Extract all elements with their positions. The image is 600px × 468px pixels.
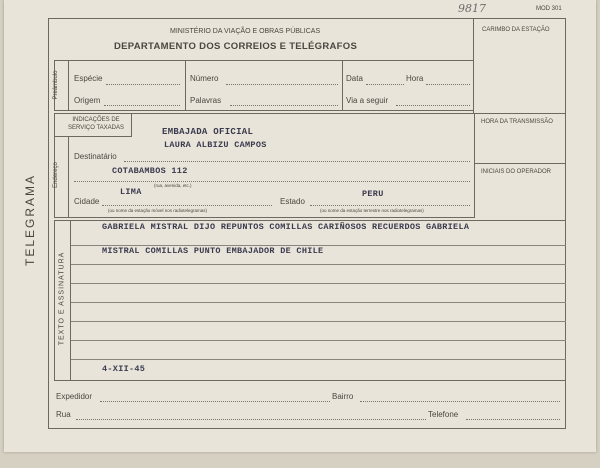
estado-value: PERU — [362, 189, 384, 199]
ministry-title: MINISTÉRIO DA VIAÇÃO E OBRAS PÚBLICAS — [170, 28, 321, 35]
street-hint: (rua, avenida, etc.) — [154, 183, 192, 188]
destinatario-value: LAURA ALBIZU CAMPOS — [164, 140, 267, 150]
street-value: COTABAMBOS 112 — [112, 166, 188, 176]
rua-label: Rua — [56, 410, 71, 419]
message-date: 4-XII-45 — [102, 364, 146, 374]
handwritten-number: 9817 — [458, 2, 486, 15]
hora-label: Hora — [406, 74, 424, 83]
data-label: Data — [346, 74, 363, 83]
preamble-label: Preâmbulo — [53, 70, 59, 100]
numero-label: Número — [190, 74, 219, 83]
origem-label: Origem — [74, 96, 101, 105]
telefone-label: Telefone — [428, 410, 459, 419]
palavras-label: Palavras — [190, 96, 222, 105]
side-title: TELEGRAMA — [23, 174, 37, 267]
transmission-time-label: HORA DA TRANSMISSÃO — [481, 119, 553, 125]
department-title: DEPARTAMENTO DOS CORREIOS E TELÉGRAFOS — [114, 41, 358, 52]
service-indication: EMBAJADA OFICIAL — [162, 127, 254, 137]
endereco-label: Endereço — [53, 162, 59, 188]
message-label: TEXTO E ASSINATURA — [58, 251, 66, 346]
station-stamp-label: CARIMBO DA ESTAÇÃO — [482, 27, 550, 33]
telegram-form — [4, 0, 596, 452]
cidade-hint: (ou nome da estação móvel nos radiotelegramas) — [108, 208, 208, 213]
estado-hint: (ou nome da estação terrestre nos radiotelegramas) — [320, 208, 424, 213]
bairro-label: Bairro — [332, 392, 354, 401]
especie-label: Espécie — [74, 74, 103, 83]
expedidor-label: Expedidor — [56, 392, 93, 401]
message-line-2: MISTRAL COMILLAS PUNTO EMBAJADOR DE CHILE — [102, 246, 324, 256]
message-line-1: GABRIELA MISTRAL DIJO REPUNTOS COMILLAS CARIÑOSOS RECUERDOS GABRIELA — [102, 222, 470, 232]
estado-label: Estado — [280, 197, 305, 206]
form-code: MOD 301 — [536, 6, 562, 12]
via-label: Via a seguir — [346, 96, 389, 105]
operator-initials-label: INICIAIS DO OPERADOR — [481, 169, 552, 175]
destinatario-label: Destinatário — [74, 152, 117, 161]
cidade-label: Cidade — [74, 197, 100, 206]
indicacoes-label: INDICAÇÕES DE SERVIÇO TAXADAS — [67, 117, 125, 131]
cidade-value: LIMA — [120, 187, 142, 197]
